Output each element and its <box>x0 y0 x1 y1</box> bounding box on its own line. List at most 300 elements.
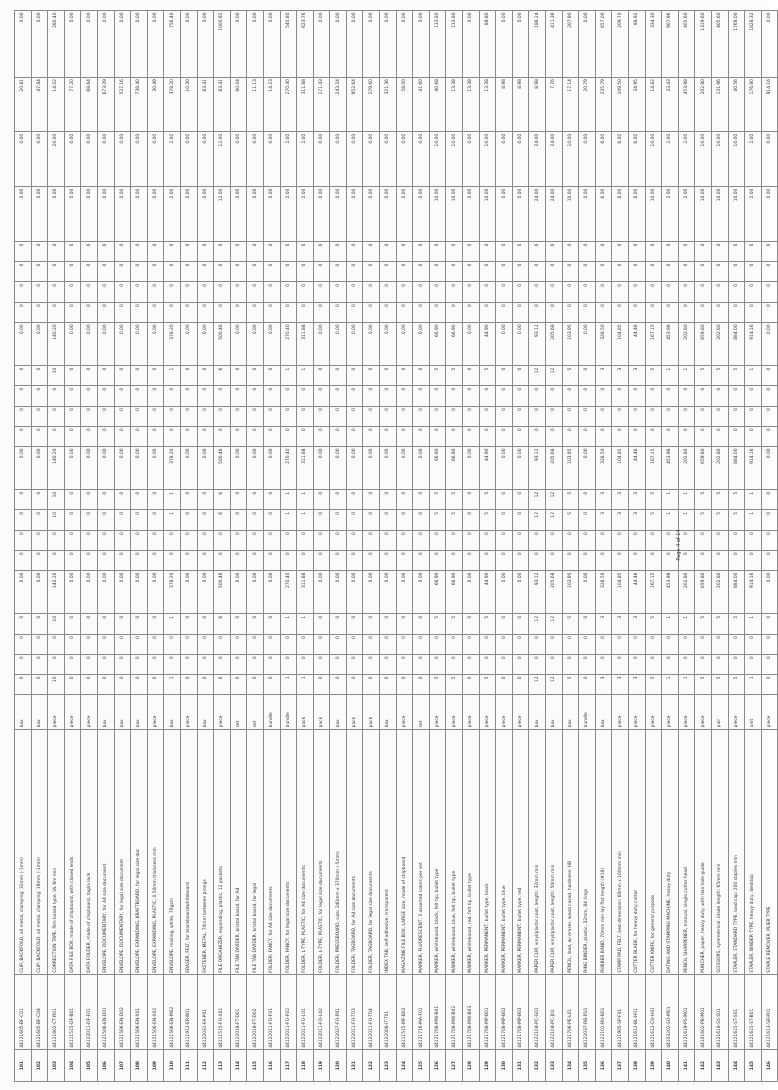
value-cell: 0.00 <box>496 11 513 78</box>
value-cell: 0 <box>164 426 181 446</box>
value-cell: 0 <box>15 654 32 674</box>
value-cell: 0 <box>97 282 114 302</box>
value-cell: 0 <box>280 406 297 426</box>
value-cell: 0 <box>761 406 778 426</box>
value-cell: 0 <box>64 550 81 570</box>
value-cell: 0 <box>363 490 380 510</box>
value-cell: 0 <box>363 674 380 694</box>
item-description: RING BINDER, plastic, 32mm, 84 rings <box>579 729 596 974</box>
value-cell: 0 <box>263 302 280 322</box>
item-code: 44122011-FO-T03 <box>346 975 363 1050</box>
value-cell: 3 <box>628 614 645 634</box>
value-cell: 0 <box>15 406 32 426</box>
value-cell: 34.95 <box>628 77 645 132</box>
value-cell: 202.80 <box>678 446 695 489</box>
value-cell: 0 <box>396 426 413 446</box>
value-cell: 0 <box>662 262 679 282</box>
value-cell: 0 <box>745 550 762 570</box>
value-cell: 0 <box>31 406 48 426</box>
value-cell: 10.00 <box>645 187 662 242</box>
value-cell: 0 <box>180 282 197 302</box>
value-cell: 0 <box>728 634 745 654</box>
value-cell: 0.00 <box>230 322 247 365</box>
item-description: FILE TAB DIVIDER, bristol board, for legal <box>247 729 264 974</box>
value-cell: 0 <box>761 614 778 634</box>
item-code: 44122011-FO-F01 <box>263 975 280 1050</box>
item-description: PENCIL SHARPENER, manual, single cutter head <box>678 729 695 974</box>
value-cell: 0 <box>164 654 181 674</box>
value-cell: 0 <box>363 386 380 406</box>
value-cell: 0 <box>197 510 214 530</box>
value-cell: 0 <box>31 282 48 302</box>
value-cell: 0 <box>81 406 98 426</box>
unit-of-measure: piece <box>463 695 480 730</box>
value-cell: 0 <box>529 406 546 426</box>
table-row <box>363 11 380 1082</box>
value-cell: 0 <box>230 510 247 530</box>
value-cell: 0 <box>31 490 48 510</box>
value-cell: 0 <box>15 302 32 322</box>
value-cell: 0 <box>645 426 662 446</box>
value-cell: 0 <box>180 634 197 654</box>
value-cell: 0.00 <box>263 11 280 78</box>
value-cell: 0 <box>81 262 98 282</box>
value-cell: 0 <box>496 426 513 446</box>
value-cell: 0.00 <box>114 11 131 78</box>
value-cell: 0.00 <box>396 187 413 242</box>
value-cell: 0 <box>728 302 745 322</box>
value-cell: 0.00 <box>97 446 114 489</box>
value-cell: 0 <box>197 550 214 570</box>
value-cell: 0 <box>147 634 164 654</box>
value-cell: 0 <box>463 262 480 282</box>
unit-of-measure: piece <box>81 695 98 730</box>
value-cell: 0 <box>313 366 330 386</box>
value-cell: 0 <box>579 386 596 406</box>
value-cell: 0.00 <box>579 446 596 489</box>
value-cell: 0 <box>48 406 65 426</box>
value-cell: 311.88 <box>297 322 314 365</box>
item-description: PAPER CLIP, vinyl/plastic coat, length: 50mm min <box>546 729 563 974</box>
value-cell: 0.00 <box>230 132 247 187</box>
value-cell: 0 <box>612 550 629 570</box>
value-cell: 0.00 <box>413 446 430 489</box>
value-cell: 5 <box>562 510 579 530</box>
value-cell: 0.00 <box>313 446 330 489</box>
value-cell: 0 <box>180 262 197 282</box>
value-cell: 0 <box>15 550 32 570</box>
value-cell: 0 <box>612 426 629 446</box>
value-cell: 0.00 <box>313 571 330 614</box>
value-cell: 205.68 <box>546 446 563 489</box>
value-cell: 0 <box>313 386 330 406</box>
value-cell: 0 <box>64 282 81 302</box>
value-cell: 44.46 <box>628 322 645 365</box>
value-cell: 0.00 <box>147 11 164 78</box>
value-cell: 0 <box>81 242 98 262</box>
value-cell: 0 <box>678 302 695 322</box>
value-cell: 0 <box>496 530 513 550</box>
value-cell: 0 <box>562 426 579 446</box>
value-cell: 1 <box>164 614 181 634</box>
value-cell: 0 <box>595 282 612 302</box>
value-cell: 0 <box>728 242 745 262</box>
unit-of-measure: piece <box>695 695 712 730</box>
value-cell: 0 <box>628 550 645 570</box>
item-code: 44121708-MP-B01 <box>479 975 496 1050</box>
value-cell: 0 <box>114 530 131 550</box>
value-cell: 0.00 <box>15 132 32 187</box>
table-row <box>612 11 629 1082</box>
value-cell: 0 <box>280 530 297 550</box>
value-cell: 0 <box>230 426 247 446</box>
value-cell: 0 <box>164 634 181 654</box>
value-cell: 0 <box>15 614 32 634</box>
item-code: 44122018-FT-D02 <box>247 975 264 1050</box>
value-cell: 133.80 <box>429 11 446 78</box>
value-cell: 0 <box>114 614 131 634</box>
value-cell: 5 <box>728 614 745 634</box>
table-row <box>197 11 214 1082</box>
value-cell: 0.00 <box>15 187 32 242</box>
value-cell: 0 <box>180 614 197 634</box>
value-cell: 0 <box>15 490 32 510</box>
value-cell: 12 <box>529 674 546 694</box>
value-cell: 0 <box>429 242 446 262</box>
row-number: 139 <box>645 1050 662 1082</box>
value-cell: 0 <box>595 634 612 654</box>
item-code: 44121506-EN-X01 <box>131 975 148 1050</box>
value-cell: 0 <box>761 242 778 262</box>
item-description: FOLDER, L-TYPE, PLASTIC, for legal size documents <box>313 729 330 974</box>
value-cell: 0 <box>147 530 164 550</box>
value-cell: 0 <box>363 654 380 674</box>
value-cell: 0 <box>662 242 679 262</box>
unit-of-measure: box <box>330 695 347 730</box>
value-cell: 0.00 <box>147 446 164 489</box>
value-cell: 0 <box>263 634 280 654</box>
value-cell: 12 <box>546 510 563 530</box>
value-cell: 0 <box>64 386 81 406</box>
value-cell: 0 <box>628 406 645 426</box>
value-cell: 0 <box>247 386 264 406</box>
value-cell: 0.00 <box>512 187 529 242</box>
value-cell: 93.12 <box>529 322 546 365</box>
value-cell: 0 <box>579 634 596 654</box>
value-cell: 0 <box>413 406 430 426</box>
value-cell: 0 <box>330 490 347 510</box>
value-cell: 0.00 <box>413 187 430 242</box>
value-cell: 10 <box>48 674 65 694</box>
value-cell: 0 <box>745 654 762 674</box>
value-cell: 0 <box>529 654 546 674</box>
value-cell: 0 <box>429 302 446 322</box>
row-number: 137 <box>612 1050 629 1082</box>
value-cell: 0 <box>346 654 363 674</box>
value-cell: 0.00 <box>114 187 131 242</box>
value-cell: 0 <box>164 406 181 426</box>
table-row <box>214 11 231 1082</box>
value-cell: 0.00 <box>413 132 430 187</box>
value-cell: 0 <box>15 510 32 530</box>
value-cell: 0 <box>230 550 247 570</box>
value-cell: 0 <box>512 406 529 426</box>
value-cell: 311.88 <box>297 571 314 614</box>
value-cell: 0 <box>197 654 214 674</box>
item-description: STAPLE REMOVER, PLIER TYPE <box>761 729 778 974</box>
value-cell: 0.00 <box>463 132 480 187</box>
value-cell: 0 <box>529 426 546 446</box>
value-cell: 0 <box>147 302 164 322</box>
value-cell: 10 <box>48 510 65 530</box>
value-cell: 0 <box>31 386 48 406</box>
value-cell: 10.00 <box>711 187 728 242</box>
item-code: 44121802-CT-R01 <box>48 975 65 1050</box>
value-cell: 0.00 <box>247 322 264 365</box>
value-cell: 0 <box>645 386 662 406</box>
value-cell: 0 <box>247 426 264 446</box>
unit-of-measure: piece <box>678 695 695 730</box>
value-cell: 0 <box>97 426 114 446</box>
value-cell: 0.00 <box>31 571 48 614</box>
value-cell: 0 <box>330 654 347 674</box>
value-cell: 321.36 <box>380 77 397 132</box>
value-cell: 140.20 <box>48 322 65 365</box>
item-description: MARKER, PERMANENT, bullet type, red <box>512 729 529 974</box>
unit-of-measure: piece <box>147 695 164 730</box>
value-cell: 0 <box>64 366 81 386</box>
value-cell: 0 <box>628 282 645 302</box>
value-cell: 0.00 <box>81 11 98 78</box>
value-cell: 167.15 <box>645 571 662 614</box>
value-cell: 0 <box>380 510 397 530</box>
table-row <box>380 11 397 1082</box>
value-cell: 0 <box>147 406 164 426</box>
value-cell: 0 <box>546 634 563 654</box>
value-cell: 6 <box>214 510 231 530</box>
row-number: 115 <box>247 1050 264 1082</box>
value-cell: 0 <box>263 406 280 426</box>
value-cell: 0 <box>711 550 728 570</box>
value-cell: 0.00 <box>81 132 98 187</box>
value-cell: 140.20 <box>48 571 65 614</box>
value-cell: 0 <box>346 262 363 282</box>
value-cell: 0 <box>728 530 745 550</box>
value-cell: 6 <box>214 614 231 634</box>
item-code: 44101602-PB-M01 <box>695 975 712 1050</box>
value-cell: 2.00 <box>280 132 297 187</box>
value-cell: 0 <box>81 302 98 322</box>
value-cell: 270.40 <box>280 446 297 489</box>
value-cell: 0 <box>612 302 629 322</box>
value-cell: 12 <box>529 490 546 510</box>
item-code: 44122104-PC-G01 <box>529 975 546 1050</box>
value-cell: 0 <box>579 614 596 634</box>
item-code: 44121716-MA-F01 <box>413 975 430 1050</box>
value-cell: 12 <box>546 614 563 634</box>
unit-of-measure: box <box>131 695 148 730</box>
value-cell: 0 <box>761 262 778 282</box>
value-cell: 0 <box>280 426 297 446</box>
value-cell: 0 <box>612 282 629 302</box>
value-cell: 205.68 <box>546 322 563 365</box>
value-cell: 0 <box>164 262 181 282</box>
value-cell: 0 <box>628 262 645 282</box>
value-cell: 0 <box>728 550 745 570</box>
value-cell: 1000.92 <box>214 11 231 78</box>
value-cell: 10.00 <box>446 187 463 242</box>
item-description: FILE TAB DIVIDER, bristol board, for A4 <box>230 729 247 974</box>
value-cell: 12 <box>546 366 563 386</box>
unit-of-measure: piece <box>479 695 496 730</box>
value-cell: 0 <box>562 282 579 302</box>
value-cell: 0 <box>612 530 629 550</box>
value-cell: 0 <box>645 530 662 550</box>
value-cell: 0 <box>31 302 48 322</box>
value-cell: 0.00 <box>197 187 214 242</box>
value-cell: 0 <box>446 282 463 302</box>
value-cell: 0 <box>131 262 148 282</box>
value-cell: 0 <box>595 386 612 406</box>
value-cell: 0.00 <box>180 571 197 614</box>
value-cell: 0 <box>247 242 264 262</box>
value-cell: 0 <box>761 634 778 654</box>
value-cell: 0 <box>346 386 363 406</box>
value-cell: 5 <box>645 490 662 510</box>
value-cell: 0 <box>48 426 65 446</box>
value-cell: 0 <box>346 242 363 262</box>
value-cell: 10.30 <box>180 77 197 132</box>
value-cell: 0.00 <box>512 571 529 614</box>
value-cell: 907.96 <box>662 11 679 78</box>
unit-of-measure: pack <box>363 695 380 730</box>
value-cell: 0 <box>313 550 330 570</box>
value-cell: 0 <box>247 366 264 386</box>
value-cell: 0 <box>479 282 496 302</box>
value-cell: 0 <box>396 614 413 634</box>
value-cell: 311.88 <box>297 446 314 489</box>
value-cell: 0 <box>396 302 413 322</box>
value-cell: 0.00 <box>313 187 330 242</box>
value-cell: 0 <box>595 242 612 262</box>
value-cell: 0 <box>662 654 679 674</box>
value-cell: 0 <box>197 406 214 426</box>
value-cell: 5 <box>479 674 496 694</box>
value-cell: 0 <box>662 386 679 406</box>
value-cell: 0 <box>81 674 98 694</box>
table-row <box>164 11 181 1082</box>
value-cell: 3 <box>628 490 645 510</box>
value-cell: 0.00 <box>496 446 513 489</box>
value-cell: 0 <box>346 366 363 386</box>
value-cell: 104.85 <box>612 446 629 489</box>
value-cell: 5 <box>562 490 579 510</box>
value-cell: 0 <box>463 634 480 654</box>
value-cell: 5 <box>429 366 446 386</box>
value-cell: 0 <box>64 674 81 694</box>
row-number: 121 <box>346 1050 363 1082</box>
value-cell: 0 <box>413 366 430 386</box>
value-cell: 2.00 <box>745 132 762 187</box>
value-cell: 0.00 <box>313 132 330 187</box>
value-cell: 10.00 <box>645 132 662 187</box>
value-cell: 0 <box>247 510 264 530</box>
value-cell: 5 <box>695 366 712 386</box>
value-cell: 0 <box>230 490 247 510</box>
item-code: 44122011-DF-F01 <box>81 975 98 1050</box>
value-cell: 0 <box>180 674 197 694</box>
value-cell: 0.00 <box>31 11 48 78</box>
table-row <box>297 11 314 1082</box>
row-number: 112 <box>197 1050 214 1082</box>
value-cell: 0 <box>114 406 131 426</box>
value-cell: 0 <box>280 282 297 302</box>
value-cell: 0 <box>512 550 529 570</box>
value-cell: 0 <box>562 654 579 674</box>
value-cell: 0 <box>313 426 330 446</box>
value-cell: 5 <box>562 674 579 694</box>
value-cell: 0 <box>761 510 778 530</box>
value-cell: 6.00 <box>612 132 629 187</box>
value-cell: 0 <box>546 386 563 406</box>
value-cell: 0 <box>761 490 778 510</box>
value-cell: 0 <box>31 510 48 530</box>
value-cell: 0 <box>230 302 247 322</box>
value-cell: 0.00 <box>15 446 32 489</box>
value-cell: 186.24 <box>529 11 546 78</box>
value-cell: 0 <box>97 242 114 262</box>
item-description: RUBBER BAND, 70mm min lay flat length (#18) <box>595 729 612 974</box>
value-cell: 0 <box>612 386 629 406</box>
value-cell: 0.00 <box>463 571 480 614</box>
item-description: PENCIL, lead, w/ eraser, wood cased, hardness: HB <box>562 729 579 974</box>
value-cell: 47.84 <box>31 77 48 132</box>
item-code: 44122011-FO-F02 <box>280 975 297 1050</box>
table-row <box>64 11 81 1082</box>
value-cell: 0 <box>131 510 148 530</box>
value-cell: 0.00 <box>180 11 197 78</box>
value-cell: 0 <box>761 366 778 386</box>
item-code: 44121615-ST-B01 <box>745 975 762 1050</box>
row-number: 103 <box>48 1050 65 1082</box>
item-description: STAMP PAD, FELT, bed dimension: 60mm x 100mm min <box>612 729 629 974</box>
value-cell: 0 <box>695 634 712 654</box>
value-cell: 0 <box>263 282 280 302</box>
table-row <box>31 11 48 1082</box>
value-cell: 659.80 <box>695 322 712 365</box>
value-cell: 140.20 <box>48 446 65 489</box>
value-cell: 0 <box>247 550 264 570</box>
value-cell: 0.00 <box>230 571 247 614</box>
value-cell: 0 <box>280 262 297 282</box>
value-cell: 2.00 <box>297 187 314 242</box>
value-cell: 0.00 <box>413 11 430 78</box>
item-code: 44122031-FA-P01 <box>197 975 214 1050</box>
value-cell: 6.00 <box>595 187 612 242</box>
value-cell: 0.00 <box>512 132 529 187</box>
value-cell: 0.00 <box>263 322 280 365</box>
value-cell: 0 <box>496 302 513 322</box>
value-cell: 0 <box>97 550 114 570</box>
value-cell: 527.16 <box>114 77 131 132</box>
page-footer: Page 4 of 14 <box>676 529 682 561</box>
value-cell: 0 <box>313 302 330 322</box>
value-cell: 13.38 <box>446 77 463 132</box>
value-cell: 0 <box>396 262 413 282</box>
value-cell: 10.00 <box>562 132 579 187</box>
value-cell: 5 <box>645 366 662 386</box>
value-cell: 0 <box>114 654 131 674</box>
